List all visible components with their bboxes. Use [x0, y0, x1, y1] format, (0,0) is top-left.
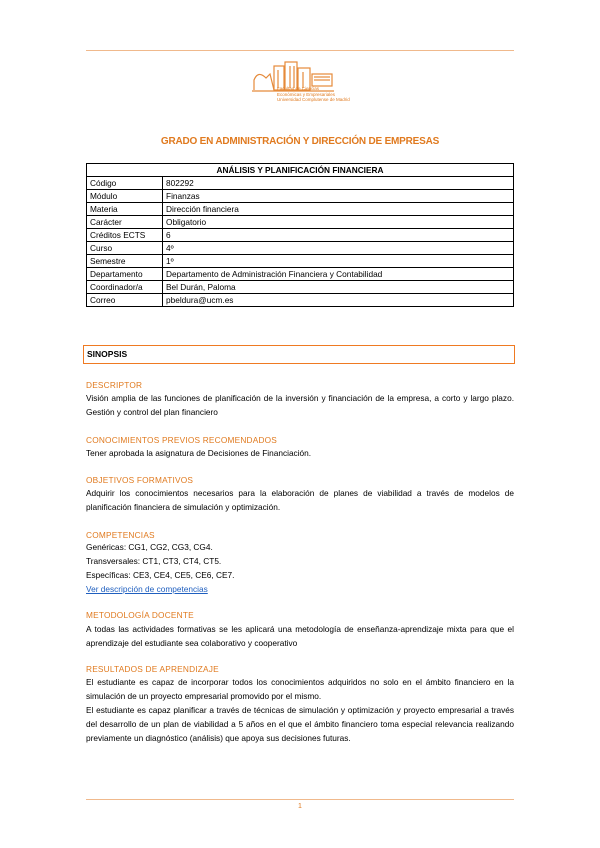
faculty-logo-text: Facultad de Ciencias Económicas y Empresariales Universidad Complutense de Madrid	[277, 86, 350, 102]
competencies-title: COMPETENCIAS	[86, 530, 155, 540]
descriptor-title: DESCRIPTOR	[86, 380, 143, 390]
email-value: pbeldura@ucm.es	[163, 294, 514, 307]
methodology-text: A todas las actividades formativas se les aplicará una metodología de enseñanza-aprendizaje mixta para que el aprendizaje del estudiante sea colaborativo y cooperativo	[86, 624, 514, 648]
competencies-transversal: Transversales: CT1, CT3, CT4, CT5.	[86, 556, 222, 566]
table-row: Coordinador/a Bel Durán, Paloma	[87, 281, 514, 294]
faculty-logo-icon	[248, 60, 358, 110]
table-row: Semestre 1º	[87, 255, 514, 268]
sinopsis-heading: SINOPSIS	[83, 345, 515, 364]
descriptor-text: Visión amplia de las funciones de planificación de la inversión y financiación de la empresa, a corto y largo plazo. Gestión y control del plan financiero	[86, 393, 514, 417]
footer-rule	[86, 799, 514, 800]
methodology-title: METODOLOGÍA DOCENTE	[86, 610, 194, 620]
table-row: Carácter Obligatorio	[87, 216, 514, 229]
objectives-text: Adquirir los conocimientos necesarios para la elaboración de planes de viabilidad a través de modelos de planificación financiera de simulación y optimización.	[86, 488, 514, 512]
competencies-link[interactable]: Ver descripción de competencias	[86, 584, 208, 594]
course-info-table	[86, 163, 514, 307]
header-rule	[86, 50, 514, 51]
table-row: Módulo Finanzas	[87, 190, 514, 203]
table-row: Código 802292	[87, 177, 514, 190]
table-row: Curso 4º	[87, 242, 514, 255]
table-row: Créditos ECTS 6	[87, 229, 514, 242]
prior-knowledge-text: Tener aprobada la asignatura de Decisiones de Financiación.	[86, 448, 312, 458]
outcomes-text-2: El estudiante es capaz planificar a través de técnicas de simulación y optimización y proyecto empresarial a través del desarrollo de un plan de viabilidad a 5 años en el que el ámbito financiero toma especial relevancia realizando previamente un diagnóstico (análisis) que apoya sus decisiones futuras.	[86, 705, 514, 743]
page-number: 1	[298, 803, 302, 810]
table-row: Correo pbeldura@ucm.es	[87, 294, 514, 307]
outcomes-title: RESULTADOS DE APRENDIZAJE	[86, 664, 219, 674]
table-row: Materia Dirección financiera	[87, 203, 514, 216]
competencies-generic: Genéricas: CG1, CG2, CG3, CG4.	[86, 542, 213, 552]
table-row: Departamento Departamento de Administración Financiera y Contabilidad	[87, 268, 514, 281]
course-title: ANÁLISIS Y PLANIFICACIÓN FINANCIERA	[87, 164, 514, 177]
outcomes-text-1: El estudiante es capaz de incorporar todos los conocimientos adquiridos no solo en el ámbito financiero en la simulación de un proyecto empresarial promovido por el mismo.	[86, 677, 514, 701]
objectives-title: OBJETIVOS FORMATIVOS	[86, 475, 194, 485]
competencies-specific: Específicas: CE3, CE4, CE5, CE6, CE7.	[86, 570, 235, 580]
degree-title: GRADO EN ADMINISTRACIÓN Y DIRECCIÓN DE EMPRESAS	[160, 136, 440, 147]
prior-knowledge-title: CONOCIMIENTOS PREVIOS RECOMENDADOS	[86, 435, 278, 445]
